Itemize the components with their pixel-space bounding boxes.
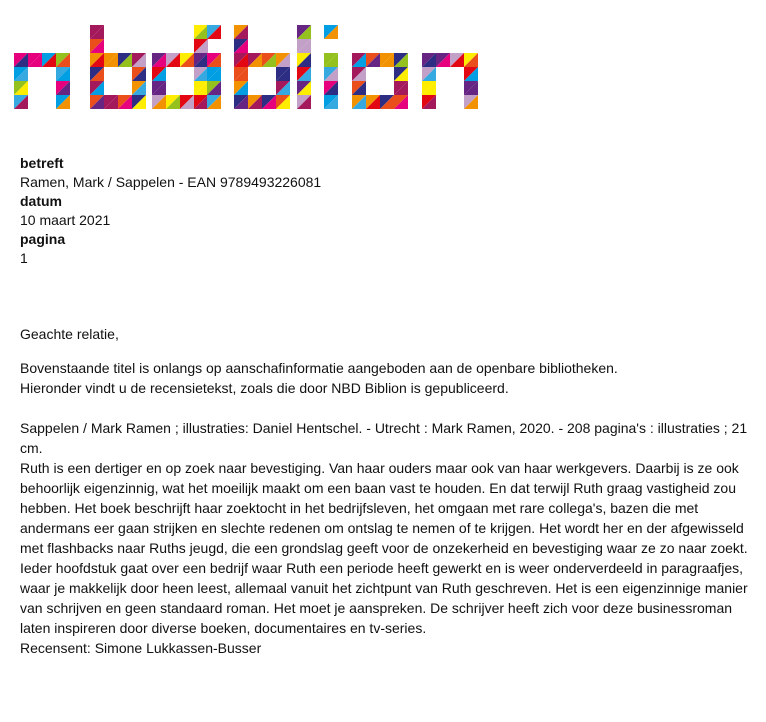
nbd-biblion-logo	[12, 21, 495, 109]
date-value: 10 maart 2021	[20, 212, 111, 228]
letter-body	[20, 324, 755, 658]
subject-value: Ramen, Mark / Sappelen - EAN 9789493226081	[20, 174, 322, 190]
intro-line-2: Hieronder vindt u de recensietekst, zoals die door NBD Biblion is gepubliceerd.	[20, 380, 509, 396]
date-label: datum	[20, 193, 62, 209]
intro-line-1: Bovenstaande titel is onlangs op aanschafinformatie aangeboden aan de openbare bibliotheken.	[20, 360, 618, 376]
page-label: pagina	[20, 231, 66, 247]
subject-label: betreft	[20, 155, 64, 171]
reviewer-credit: Recensent: Simone Lukkassen-Busser	[20, 640, 262, 656]
page-value: 1	[20, 250, 28, 266]
review-text: Ruth is een dertiger en op zoek naar bevestiging. Van haar ouders maar ook van haar werkgevers. Daarbij is ze ook behoorlijk eigenzinnig, wat het moeilijk maakt om een baan vast te houden. En dat terwijl Ruth graag vastigheid zou hebben. Het boek beschrijft haar zoektocht in het bedrijfsleven, het omgaan met rare collega's, bazen die met andermans eer gaan strijken en slechte redenen om ontslag te nemen of te krijgen. Het wordt her en der afgewisseld met flashbacks naar Ruths jeugd, die een grondslag geeft voor de onzekerheid en bevestiging waar ze zo naar zoekt. Ieder hoofdstuk gaat over een bedrijf waar Ruth een periode heeft gewerkt en is weer onderverdeeld in paragraafjes, waar je makkelijk door heen leest, allemaal vanuit het zichtpunt van Ruth geschreven. Het is een eigenzinnige manier van schrijven en geen standaard roman. Het moet je aanspreken. De schrijver heeft zich voor deze businessroman laten inspireren door diverse boeken, documentaires en tv-series.	[20, 460, 748, 636]
document-metadata	[20, 154, 321, 268]
salutation: Geachte relatie,	[20, 326, 119, 342]
bibliographic-description: Sappelen / Mark Ramen ; illustraties: Daniel Hentschel. - Utrecht : Mark Ramen, 2020. - 208 pagina's : illustraties ; 21 cm.	[20, 420, 748, 456]
